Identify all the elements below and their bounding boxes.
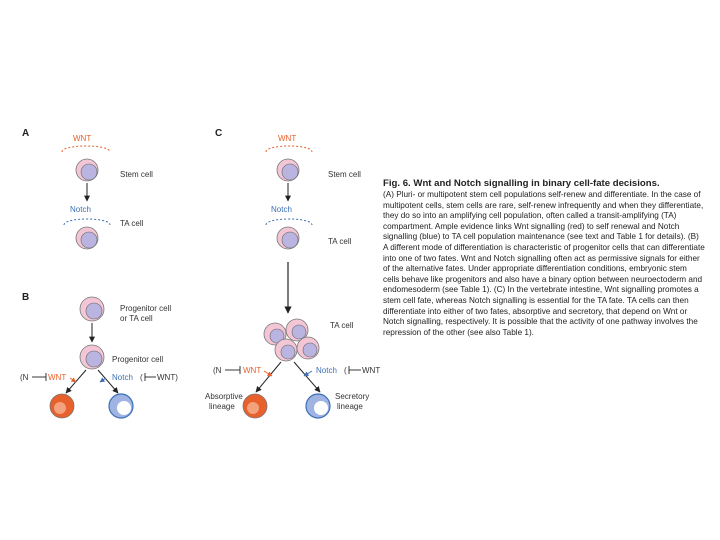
panel-c-ta-cell bbox=[277, 227, 299, 249]
panel-c-right-notch: Notch bbox=[316, 366, 337, 375]
panel-c-wnt-label: WNT bbox=[278, 134, 297, 143]
panel-b-progenitor-cell bbox=[80, 345, 104, 369]
caption-title: Fig. 6. Wnt and Notch signalling in binary cell-fate decisions. bbox=[383, 178, 660, 189]
panel-c-absorptive-cell bbox=[243, 394, 267, 418]
panel-c-ta-cell-label: TA cell bbox=[328, 237, 352, 246]
panel-a-notch-label: Notch bbox=[70, 205, 91, 214]
panel-c-notch-arc bbox=[266, 219, 312, 225]
panel-a-ta-cell bbox=[76, 227, 98, 249]
panel-c-secretory-label-1: Secretory bbox=[335, 392, 370, 401]
panel-c-secretory-label-2: lineage bbox=[337, 402, 363, 411]
panel-b-right-wnt: WNT) bbox=[157, 373, 178, 382]
panel-c-secretory-cell bbox=[306, 394, 330, 418]
panel-a-stem-cell-label: Stem cell bbox=[120, 170, 153, 179]
panel-b-letter: B bbox=[22, 292, 30, 303]
panel-a-wnt-selfrenew-arc bbox=[62, 146, 110, 152]
panel-c-wnt-selfrenew-arc bbox=[266, 146, 312, 152]
panel-b-wnt-fate-cell bbox=[50, 394, 74, 418]
panel-b-progenitor-cell-label: Progenitor cell bbox=[112, 355, 164, 364]
panel-c-stem-cell-label: Stem cell bbox=[328, 170, 361, 179]
panel-a-notch-arc bbox=[64, 219, 110, 225]
panel-c-ta-cluster bbox=[264, 319, 319, 361]
panel-b-progenitor-top bbox=[80, 297, 104, 321]
panel-b-left-wnt: WNT bbox=[48, 373, 67, 382]
panel-c-left-wnt: WNT bbox=[243, 366, 262, 375]
panel-c-right-paren: ( bbox=[344, 366, 347, 375]
panel-a bbox=[22, 128, 153, 249]
panel-c-left-n: (N bbox=[213, 366, 222, 375]
panel-a-ta-cell-label: TA cell bbox=[120, 219, 144, 228]
caption-body: (A) Pluri- or multipotent stem cell populations self-renew and differentiate. In the case of multipotent cells, stem cells are rare, self-renew infrequently and when they differentiate, they do so into an amplifying cell population, often called a transit-amplifying (TA) compartment. Ample evidence links Wnt signalling (red) to self renewal and Notch signalling (blue) to TA cell population maintenance (see text and Table 1 for details). (B) A different mode of differentiation is characteristic of progenitor cells that can differentiate into one of two fates. Wnt and Notch signalling often act as permissive signals for either of the alternative fates. Under appropriate differentiation conditions, embryonic stem cells behave like progenitors and also have a binary option between neuroectoderm and endomesoderm (see Table 1). (C) In the vertebrate intestine, Wnt signalling promotes a stem cell fate, whereas Notch signalling is essential for the TA fate. TA cells can then differentiate into either of two fates, absorptive and secretory, that depend on Wnt or Notch signalling, respectively. It is possible that the activity of one pathway involves the repression of the other (see also Table 1). bbox=[383, 190, 705, 337]
panel-a-stem-cell bbox=[76, 159, 98, 181]
panel-a-letter: A bbox=[22, 128, 30, 139]
panel-c-right-wnt: WNT bbox=[362, 366, 381, 375]
panel-c bbox=[205, 128, 380, 418]
figure-caption bbox=[383, 178, 705, 338]
panel-c-absorptive-label-2: lineage bbox=[209, 402, 235, 411]
panel-c-notch-arrow bbox=[304, 371, 312, 376]
panel-b-notch-arrow bbox=[100, 378, 106, 382]
panel-b-wnt-arrow bbox=[70, 378, 76, 382]
panel-c-letter: C bbox=[215, 128, 223, 139]
panel-c-absorptive-label-1: Absorptive bbox=[205, 392, 243, 401]
panel-b-right-notch: Notch bbox=[112, 373, 133, 382]
panel-b-progenitor-or-ta-label-1: Progenitor cell bbox=[120, 304, 172, 313]
panel-b-right-paren: ( bbox=[140, 373, 143, 382]
panel-c-ta-cells-label: TA cell bbox=[330, 321, 354, 330]
panel-b-left-n: (N bbox=[20, 373, 29, 382]
panel-a-wnt-label: WNT bbox=[73, 134, 92, 143]
panel-b-progenitor-or-ta-label-2: or TA cell bbox=[120, 314, 153, 323]
panel-c-stem-cell bbox=[277, 159, 299, 181]
panel-b bbox=[20, 292, 178, 418]
panel-c-notch-label: Notch bbox=[271, 205, 292, 214]
panel-b-notch-fate-cell bbox=[109, 394, 133, 418]
